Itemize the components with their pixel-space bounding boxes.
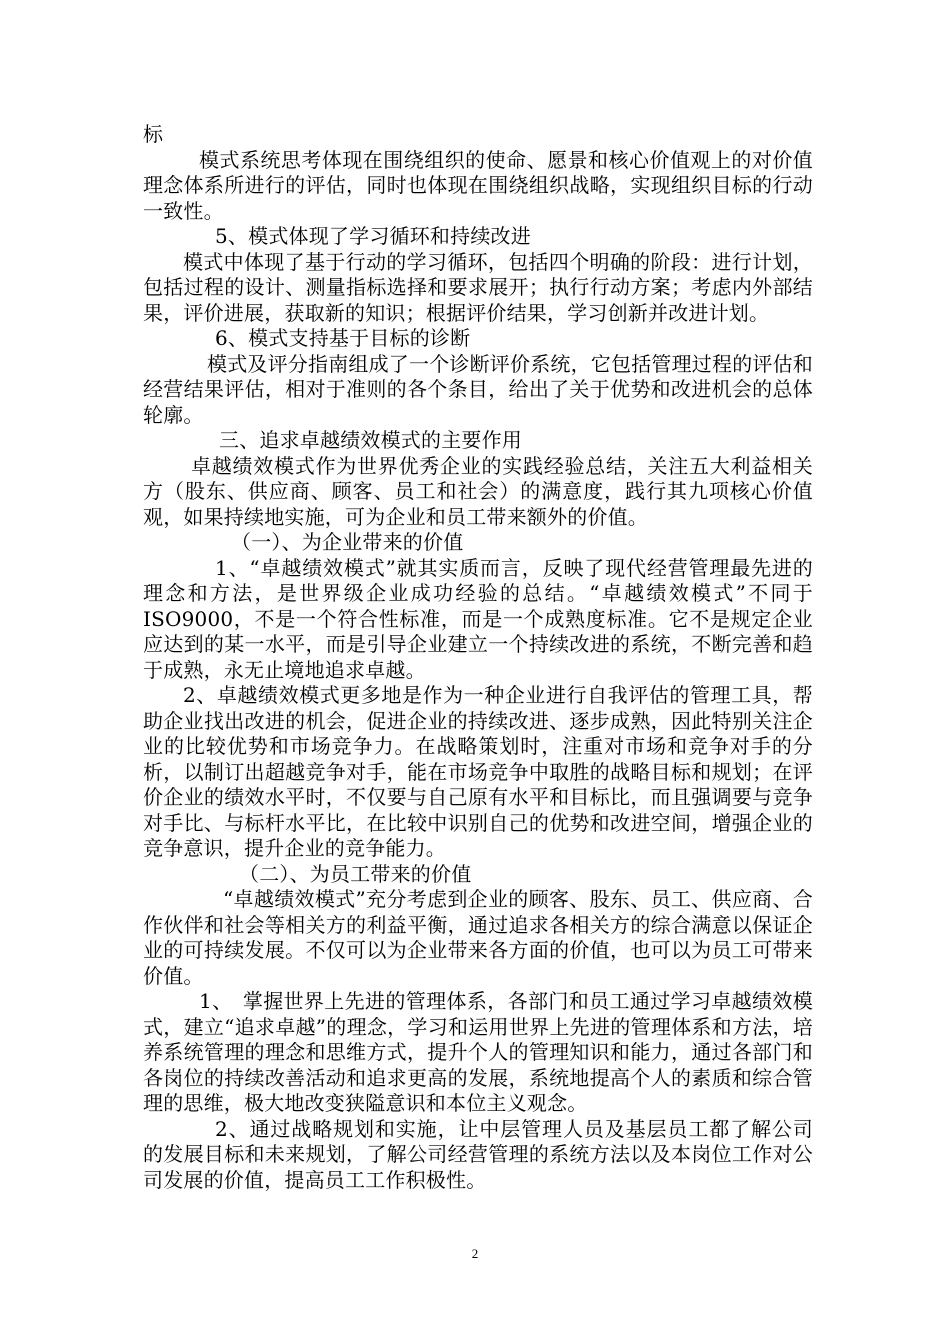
paragraph: “卓越绩效模式”充分考虑到企业的顾客、股东、员工、供应商、合作伙伴和社会等相关方的利益平衡，通过追求各相关方的综合满意以保证企业的可持续发展。不仅可以为企业带来各方面的价值，也可以为员工可带来价值。 xyxy=(143,887,813,988)
paragraph: 1、 掌握世界上先进的管理体系，各部门和员工通过学习卓越绩效模式，建立“追求卓越”的理念，学习和运用世界上先进的管理体系和方法，培养系统管理的理念和思维方式，提升个人的管理知识和能力，通过各部门和各岗位的持续改善活动和追求更高的发展，系统地提高个人的素质和综合管理的思维，极大地改变狭隘意识和本位主义观念。 xyxy=(143,989,813,1115)
subsection-heading: （二）、为员工带来的价值 xyxy=(239,861,472,886)
paragraph: 1、“卓越绩效模式”就其实质而言，反映了现代经营管理最先进的理念和方法，是世界级企业成功经验的总结。“卓越绩效模式”不同于ISO9000，不是一个符合性标准，而是一个成熟度标准。它不是规定企业应达到的某一水平，而是引导企业建立一个持续改进的系统，不断完善和趋于成熟，永无止境地追求卓越。 xyxy=(143,555,813,682)
subsection-heading: （一）、为企业带来的价值 xyxy=(231,530,464,554)
paragraph: 2、卓越绩效模式更多地是作为一种企业进行自我评估的管理工具，帮助企业找出改进的机会，促进企业的持续改进、逐步成熟，因此特别关注企业的比较优势和市场竞争力。在战略策划时，注重对市场和竞争对手的分析，以制订出超越竞争对手，能在市场竞争中取胜的战略目标和规划；在评价企业的绩效水平时，不仅要与自己原有水平和目标比，而且强调要与竞争对手比、与标杆水平比，在比较中识别自己的优势和改进空间，增强企业的竞争意识，提升企业的竞争能力。 xyxy=(143,683,813,860)
paragraph: 卓越绩效模式作为世界优秀企业的实践经验总结，关注五大利益相关方（股东、供应商、顾客、员工和社会）的满意度，践行其九项核心价值观，如果持续地实施，可为企业和员工带来额外的价值。 xyxy=(143,453,813,529)
paragraph-continuation: 标 xyxy=(143,122,164,146)
section-heading: 6、模式支持基于目标的诊断 xyxy=(215,326,471,350)
paragraph: 模式及评分指南组成了一个诊断评价系统，它包括管理过程的评估和经营结果评估，相对于准则的各个条目，给出了关于优势和改进机会的总体轮廓。 xyxy=(143,351,813,427)
page-number: 2 xyxy=(471,1246,479,1261)
paragraph: 2、通过战略规划和实施，让中层管理人员及基层员工都了解公司的发展目标和未来规划，了解公司经营管理的系统方法以及本岗位工作对公司发展的价值，提高员工工作积极性。 xyxy=(143,1116,813,1192)
paragraph: 模式中体现了基于行动的学习循环，包括四个明确的阶段：进行计划，包括过程的设计、测量指标选择和要求展开；执行行动方案；考虑内外部结果，评价进展，获取新的知识；根据评价结果，学习创新并改进计划。 xyxy=(143,249,813,325)
section-heading: 三、追求卓越绩效模式的主要作用 xyxy=(219,428,522,452)
paragraph: 模式系统思考体现在围绕组织的使命、愿景和核心价值观上的对价值理念体系所进行的评估，同时也体现在围绕组织战略，实现组织目标的行动一致性。 xyxy=(143,147,813,223)
body-text xyxy=(143,122,813,1193)
section-heading: 5、模式体现了学习循环和持续改进 xyxy=(215,224,531,248)
